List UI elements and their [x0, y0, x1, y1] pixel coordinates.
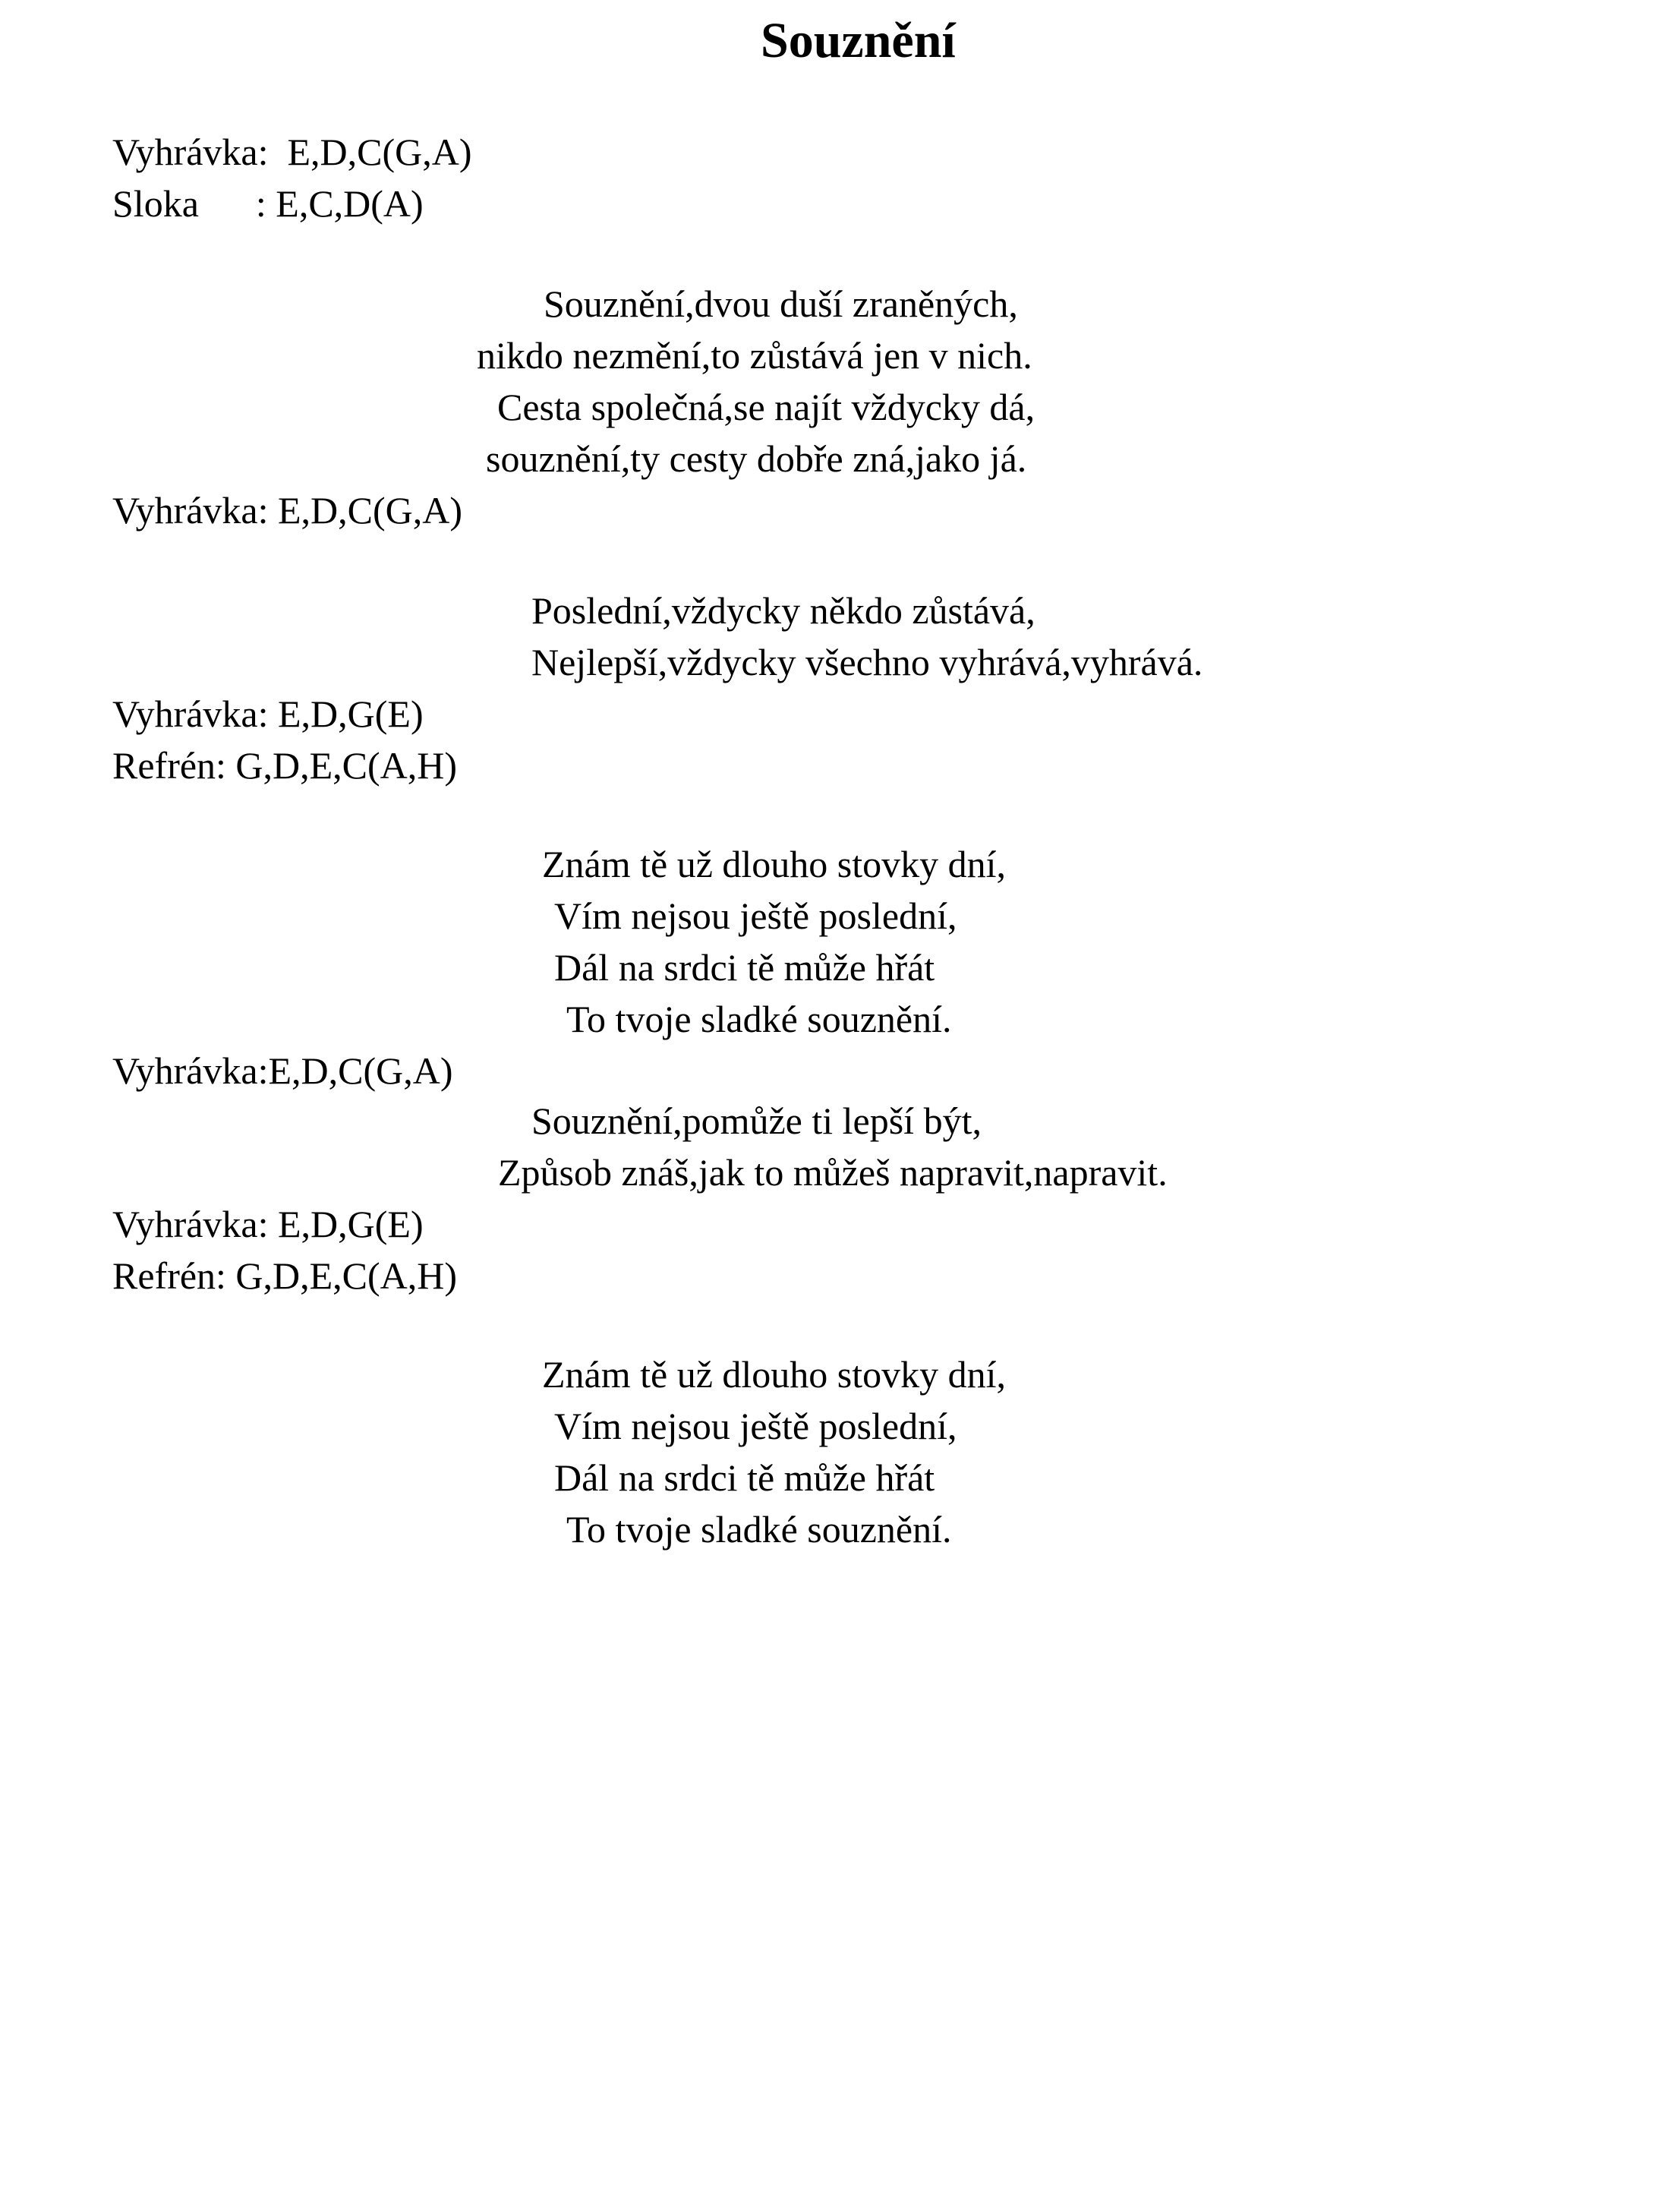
- chorus1-line-1: Znám tě už dlouho stovky dní,: [542, 843, 1007, 885]
- song-title: Souznění: [761, 13, 956, 68]
- bridge2-line-1: Souznění,pomůže ti lepší být,: [531, 1099, 982, 1142]
- intro-sloka: Sloka : E,C,D(A): [112, 182, 424, 225]
- verse1-line-1: Souznění,dvou duší zraněných,: [544, 282, 1018, 325]
- chorus1-line-2: Vím nejsou ještě poslední,: [554, 894, 957, 937]
- verse1-line-3: Cesta společná,se najít vždycky dá,: [497, 386, 1035, 428]
- chords-after-bridge1-vyhravka: Vyhrávka: E,D,G(E): [112, 692, 424, 735]
- chords-after-bridge2-refren: Refrén: G,D,E,C(A,H): [112, 1254, 458, 1297]
- chorus2-line-2: Vím nejsou ještě poslední,: [554, 1405, 957, 1447]
- chorus1-line-4: To tvoje sladké souznění.: [566, 998, 952, 1040]
- chords-after-bridge2-vyhravka: Vyhrávka: E,D,G(E): [112, 1203, 424, 1245]
- bridge2-line-2: Způsob znáš,jak to můžeš napravit,napravit.: [498, 1151, 1168, 1194]
- verse1-line-2: nikdo nezmění,to zůstává jen v nich.: [477, 334, 1032, 377]
- chorus2-line-1: Znám tě už dlouho stovky dní,: [542, 1353, 1007, 1396]
- verse1-line-4: souznění,ty cesty dobře zná,jako já.: [486, 437, 1027, 480]
- bridge1-line-2: Nejlepší,vždycky všechno vyhrává,vyhrává.: [531, 641, 1203, 683]
- chorus2-line-4: To tvoje sladké souznění.: [566, 1508, 952, 1551]
- bridge1-line-1: Poslední,vždycky někdo zůstává,: [531, 589, 1035, 632]
- chorus1-line-3: Dál na srdci tě může hřát: [554, 946, 935, 989]
- intro-vyhravka: Vyhrávka: E,D,C(G,A): [112, 131, 472, 173]
- chords-after-chorus1: Vyhrávka:E,D,C(G,A): [112, 1049, 453, 1092]
- chords-after-verse1: Vyhrávka: E,D,C(G,A): [112, 489, 463, 532]
- chords-after-bridge1-refren: Refrén: G,D,E,C(A,H): [112, 744, 458, 787]
- chorus2-line-3: Dál na srdci tě může hřát: [554, 1456, 935, 1499]
